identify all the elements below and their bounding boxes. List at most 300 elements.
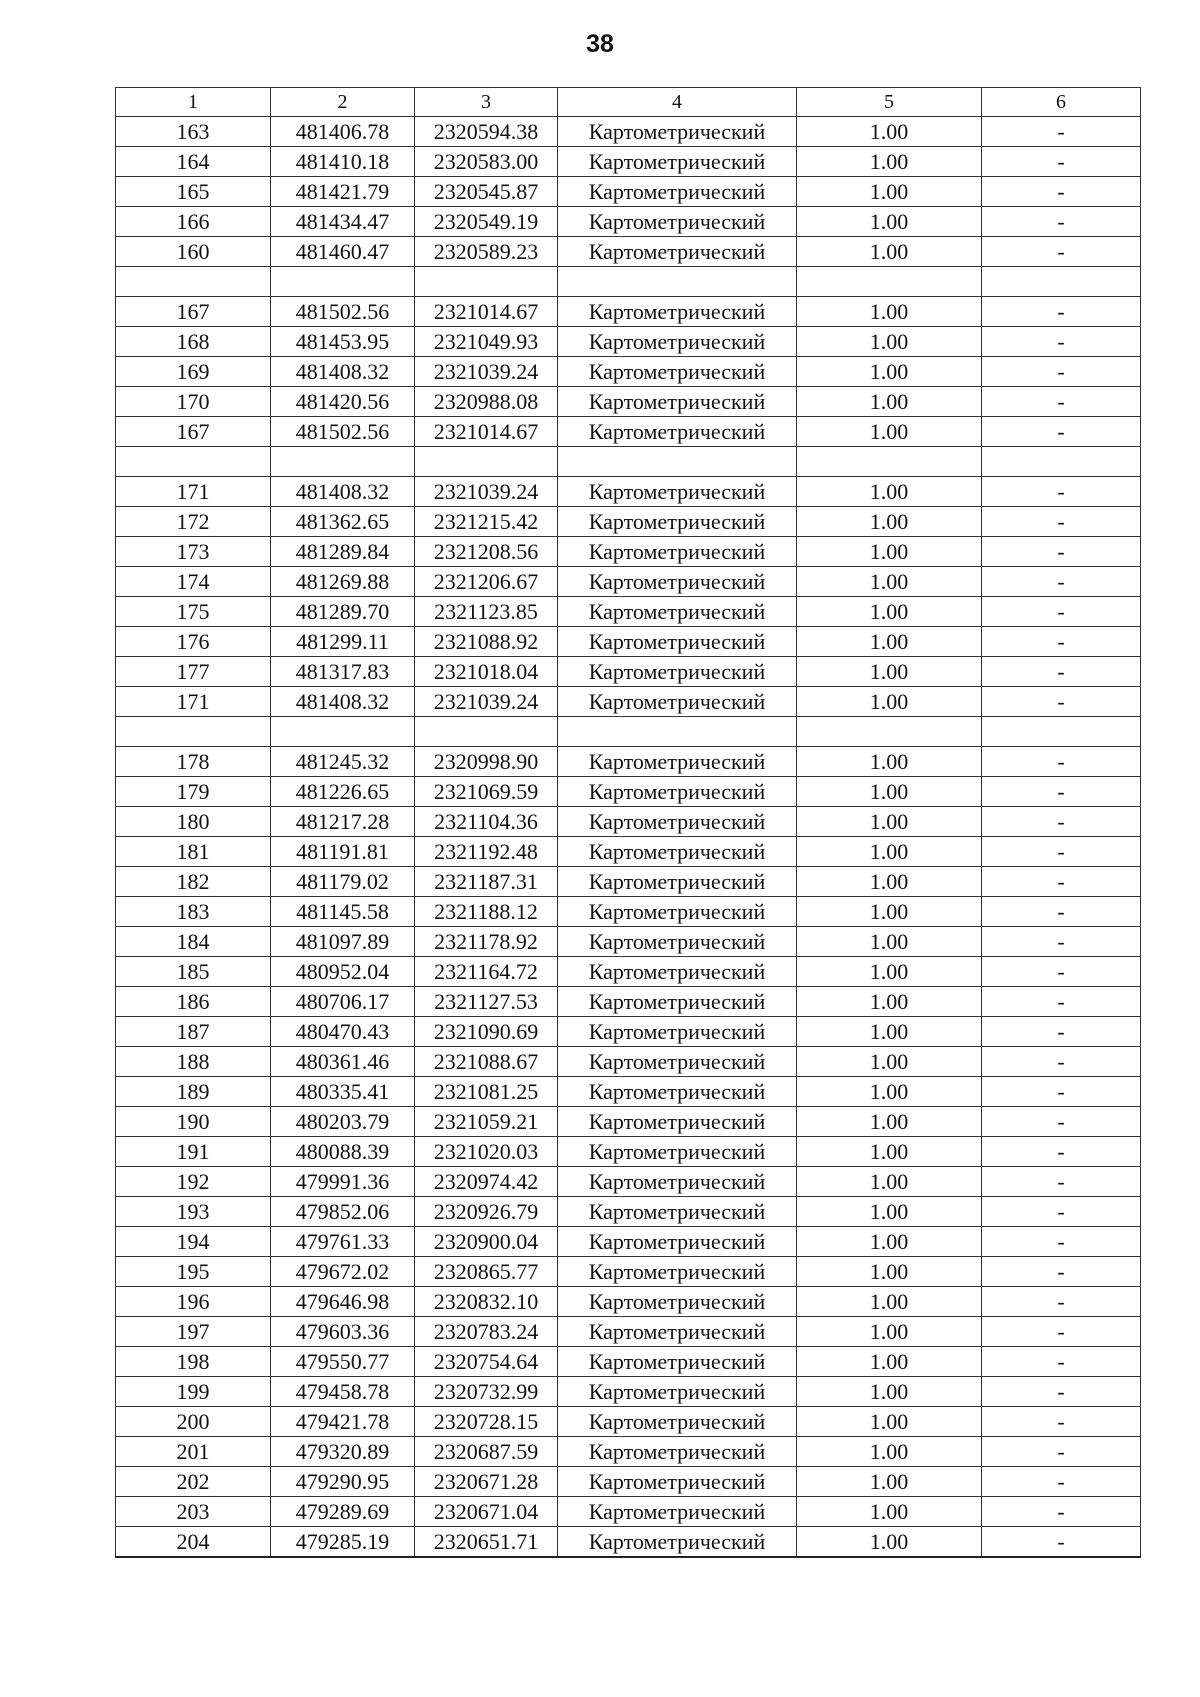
description-cell: - xyxy=(982,957,1141,987)
method-cell: Картометрический xyxy=(558,1017,797,1047)
accuracy-cell: 1.00 xyxy=(797,1047,982,1077)
table-row xyxy=(116,1257,1141,1287)
y-coordinate-cell: 2321039.24 xyxy=(415,477,558,507)
point-number-cell: 195 xyxy=(116,1257,271,1287)
point-number-cell: 173 xyxy=(116,537,271,567)
table-row xyxy=(116,777,1141,807)
method-cell: Картометрический xyxy=(558,207,797,237)
column-header-accuracy: 5 xyxy=(797,88,982,117)
method-cell: Картометрический xyxy=(558,1407,797,1437)
method-cell: Картометрический xyxy=(558,897,797,927)
point-number-cell: 198 xyxy=(116,1347,271,1377)
accuracy-cell: 1.00 xyxy=(797,1407,982,1437)
x-coordinate-cell: 481217.28 xyxy=(271,807,415,837)
method-cell: Картометрический xyxy=(558,627,797,657)
accuracy-cell: 1.00 xyxy=(797,867,982,897)
y-coordinate-cell: 2321088.67 xyxy=(415,1047,558,1077)
table-row xyxy=(116,447,1141,477)
table-row xyxy=(116,687,1141,717)
method-cell xyxy=(558,447,797,477)
x-coordinate-cell: 481460.47 xyxy=(271,237,415,267)
y-coordinate-cell xyxy=(415,447,558,477)
point-number-cell: 167 xyxy=(116,417,271,447)
table-row xyxy=(116,1137,1141,1167)
x-coordinate-cell: 481289.70 xyxy=(271,597,415,627)
x-coordinate-cell: 479672.02 xyxy=(271,1257,415,1287)
point-number-cell: 175 xyxy=(116,597,271,627)
point-number-cell: 178 xyxy=(116,747,271,777)
accuracy-cell: 1.00 xyxy=(797,537,982,567)
method-cell: Картометрический xyxy=(558,927,797,957)
accuracy-cell: 1.00 xyxy=(797,597,982,627)
y-coordinate-cell: 2320900.04 xyxy=(415,1227,558,1257)
accuracy-cell: 1.00 xyxy=(797,237,982,267)
x-coordinate-cell: 481191.81 xyxy=(271,837,415,867)
accuracy-cell: 1.00 xyxy=(797,1257,982,1287)
point-number-cell: 167 xyxy=(116,297,271,327)
point-number-cell: 192 xyxy=(116,1167,271,1197)
description-cell xyxy=(982,717,1141,747)
description-cell: - xyxy=(982,327,1141,357)
method-cell: Картометрический xyxy=(558,117,797,147)
y-coordinate-cell: 2321215.42 xyxy=(415,507,558,537)
table-row xyxy=(116,867,1141,897)
method-cell: Картометрический xyxy=(558,957,797,987)
method-cell: Картометрический xyxy=(558,687,797,717)
x-coordinate-cell: 479458.78 xyxy=(271,1377,415,1407)
description-cell: - xyxy=(982,567,1141,597)
y-coordinate-cell: 2321059.21 xyxy=(415,1107,558,1137)
y-coordinate-cell: 2321090.69 xyxy=(415,1017,558,1047)
accuracy-cell xyxy=(797,447,982,477)
description-cell: - xyxy=(982,1137,1141,1167)
y-coordinate-cell: 2320671.04 xyxy=(415,1497,558,1527)
accuracy-cell: 1.00 xyxy=(797,477,982,507)
point-number-cell: 164 xyxy=(116,147,271,177)
x-coordinate-cell: 481097.89 xyxy=(271,927,415,957)
y-coordinate-cell: 2321208.56 xyxy=(415,537,558,567)
y-coordinate-cell: 2321014.67 xyxy=(415,297,558,327)
description-cell: - xyxy=(982,1467,1141,1497)
method-cell: Картометрический xyxy=(558,807,797,837)
method-cell xyxy=(558,267,797,297)
method-cell: Картометрический xyxy=(558,597,797,627)
method-cell: Картометрический xyxy=(558,327,797,357)
method-cell: Картометрический xyxy=(558,477,797,507)
method-cell: Картометрический xyxy=(558,1317,797,1347)
x-coordinate-cell: 479289.69 xyxy=(271,1497,415,1527)
description-cell: - xyxy=(982,1407,1141,1437)
accuracy-cell: 1.00 xyxy=(797,1017,982,1047)
x-coordinate-cell: 480361.46 xyxy=(271,1047,415,1077)
method-cell: Картометрический xyxy=(558,837,797,867)
x-coordinate-cell: 479320.89 xyxy=(271,1437,415,1467)
point-number-cell: 172 xyxy=(116,507,271,537)
x-coordinate-cell xyxy=(271,717,415,747)
y-coordinate-cell: 2320589.23 xyxy=(415,237,558,267)
method-cell: Картометрический xyxy=(558,387,797,417)
method-cell: Картометрический xyxy=(558,1257,797,1287)
description-cell: - xyxy=(982,657,1141,687)
accuracy-cell: 1.00 xyxy=(797,807,982,837)
point-number-cell: 185 xyxy=(116,957,271,987)
table-row xyxy=(116,1437,1141,1467)
table-row xyxy=(116,207,1141,237)
description-cell: - xyxy=(982,1437,1141,1467)
y-coordinate-cell: 2321164.72 xyxy=(415,957,558,987)
accuracy-cell: 1.00 xyxy=(797,417,982,447)
x-coordinate-cell: 481453.95 xyxy=(271,327,415,357)
method-cell: Картометрический xyxy=(558,357,797,387)
x-coordinate-cell: 481420.56 xyxy=(271,387,415,417)
accuracy-cell: 1.00 xyxy=(797,897,982,927)
point-number-cell: 177 xyxy=(116,657,271,687)
x-coordinate-cell: 481408.32 xyxy=(271,477,415,507)
table-row xyxy=(116,1197,1141,1227)
x-coordinate-cell: 480335.41 xyxy=(271,1077,415,1107)
y-coordinate-cell: 2320651.71 xyxy=(415,1527,558,1558)
description-cell: - xyxy=(982,507,1141,537)
column-header-description: 6 xyxy=(982,88,1141,117)
point-number-cell: 189 xyxy=(116,1077,271,1107)
y-coordinate-cell: 2321069.59 xyxy=(415,777,558,807)
description-cell: - xyxy=(982,417,1141,447)
table-row xyxy=(116,387,1141,417)
y-coordinate-cell: 2321187.31 xyxy=(415,867,558,897)
x-coordinate-cell: 481317.83 xyxy=(271,657,415,687)
x-coordinate-cell: 479290.95 xyxy=(271,1467,415,1497)
point-number-cell: 171 xyxy=(116,687,271,717)
table-row xyxy=(116,177,1141,207)
y-coordinate-cell: 2321088.92 xyxy=(415,627,558,657)
accuracy-cell: 1.00 xyxy=(797,1467,982,1497)
x-coordinate-cell: 481226.65 xyxy=(271,777,415,807)
table-row xyxy=(116,417,1141,447)
table-body xyxy=(116,117,1141,1558)
y-coordinate-cell: 2321123.85 xyxy=(415,597,558,627)
method-cell: Картометрический xyxy=(558,1077,797,1107)
method-cell: Картометрический xyxy=(558,177,797,207)
y-coordinate-cell: 2320728.15 xyxy=(415,1407,558,1437)
description-cell: - xyxy=(982,357,1141,387)
y-coordinate-cell: 2320549.19 xyxy=(415,207,558,237)
description-cell: - xyxy=(982,867,1141,897)
table-row xyxy=(116,1077,1141,1107)
accuracy-cell: 1.00 xyxy=(797,987,982,1017)
y-coordinate-cell: 2320594.38 xyxy=(415,117,558,147)
point-number-cell: 180 xyxy=(116,807,271,837)
accuracy-cell: 1.00 xyxy=(797,657,982,687)
accuracy-cell: 1.00 xyxy=(797,1167,982,1197)
description-cell xyxy=(982,447,1141,477)
method-cell: Картометрический xyxy=(558,1167,797,1197)
accuracy-cell: 1.00 xyxy=(797,357,982,387)
x-coordinate-cell: 481408.32 xyxy=(271,687,415,717)
point-number-cell: 196 xyxy=(116,1287,271,1317)
table-row xyxy=(116,957,1141,987)
description-cell: - xyxy=(982,597,1141,627)
x-coordinate-cell: 480088.39 xyxy=(271,1137,415,1167)
y-coordinate-cell: 2320926.79 xyxy=(415,1197,558,1227)
y-coordinate-cell: 2321039.24 xyxy=(415,687,558,717)
y-coordinate-cell: 2320974.42 xyxy=(415,1167,558,1197)
method-cell: Картометрический xyxy=(558,297,797,327)
table-row xyxy=(116,1347,1141,1377)
method-cell: Картометрический xyxy=(558,987,797,1017)
y-coordinate-cell: 2320732.99 xyxy=(415,1377,558,1407)
description-cell: - xyxy=(982,117,1141,147)
description-cell: - xyxy=(982,1077,1141,1107)
accuracy-cell: 1.00 xyxy=(797,1077,982,1107)
x-coordinate-cell: 481245.32 xyxy=(271,747,415,777)
table-row xyxy=(116,987,1141,1017)
y-coordinate-cell: 2321178.92 xyxy=(415,927,558,957)
description-cell: - xyxy=(982,177,1141,207)
table-row xyxy=(116,297,1141,327)
accuracy-cell: 1.00 xyxy=(797,177,982,207)
table-row xyxy=(116,1227,1141,1257)
method-cell: Картометрический xyxy=(558,1377,797,1407)
point-number-cell: 204 xyxy=(116,1527,271,1558)
description-cell: - xyxy=(982,1527,1141,1558)
y-coordinate-cell: 2321081.25 xyxy=(415,1077,558,1107)
description-cell xyxy=(982,267,1141,297)
point-number-cell: 191 xyxy=(116,1137,271,1167)
point-number-cell: 160 xyxy=(116,237,271,267)
point-number-cell: 171 xyxy=(116,477,271,507)
accuracy-cell: 1.00 xyxy=(797,1527,982,1558)
description-cell: - xyxy=(982,627,1141,657)
x-coordinate-cell: 481269.88 xyxy=(271,567,415,597)
y-coordinate-cell: 2321020.03 xyxy=(415,1137,558,1167)
point-number-cell: 203 xyxy=(116,1497,271,1527)
table-row xyxy=(116,1167,1141,1197)
method-cell: Картометрический xyxy=(558,1197,797,1227)
method-cell: Картометрический xyxy=(558,657,797,687)
table-row xyxy=(116,927,1141,957)
x-coordinate-cell: 481145.58 xyxy=(271,897,415,927)
method-cell: Картометрический xyxy=(558,1497,797,1527)
column-header-point-number: 1 xyxy=(116,88,271,117)
accuracy-cell: 1.00 xyxy=(797,1227,982,1257)
point-number-cell: 182 xyxy=(116,867,271,897)
table-row xyxy=(116,147,1141,177)
method-cell: Картометрический xyxy=(558,1437,797,1467)
accuracy-cell: 1.00 xyxy=(797,387,982,417)
point-number-cell: 165 xyxy=(116,177,271,207)
point-number-cell xyxy=(116,267,271,297)
description-cell: - xyxy=(982,297,1141,327)
description-cell: - xyxy=(982,807,1141,837)
x-coordinate-cell: 480203.79 xyxy=(271,1107,415,1137)
column-header-method: 4 xyxy=(558,88,797,117)
y-coordinate-cell: 2320545.87 xyxy=(415,177,558,207)
description-cell: - xyxy=(982,1497,1141,1527)
accuracy-cell: 1.00 xyxy=(797,207,982,237)
table-row xyxy=(116,597,1141,627)
description-cell: - xyxy=(982,1347,1141,1377)
accuracy-cell: 1.00 xyxy=(797,927,982,957)
method-cell: Картометрический xyxy=(558,867,797,897)
y-coordinate-cell xyxy=(415,267,558,297)
method-cell: Картометрический xyxy=(558,1527,797,1558)
accuracy-cell: 1.00 xyxy=(797,1347,982,1377)
description-cell: - xyxy=(982,1197,1141,1227)
table-row xyxy=(116,837,1141,867)
column-header-y-coordinate: 3 xyxy=(415,88,558,117)
accuracy-cell: 1.00 xyxy=(797,567,982,597)
x-coordinate-cell: 480706.17 xyxy=(271,987,415,1017)
method-cell: Картометрический xyxy=(558,537,797,567)
description-cell: - xyxy=(982,1317,1141,1347)
x-coordinate-cell: 480952.04 xyxy=(271,957,415,987)
method-cell: Картометрический xyxy=(558,1047,797,1077)
x-coordinate-cell xyxy=(271,267,415,297)
x-coordinate-cell: 479991.36 xyxy=(271,1167,415,1197)
table-row xyxy=(116,327,1141,357)
method-cell: Картометрический xyxy=(558,1467,797,1497)
method-cell: Картометрический xyxy=(558,567,797,597)
description-cell: - xyxy=(982,927,1141,957)
accuracy-cell: 1.00 xyxy=(797,627,982,657)
method-cell: Картометрический xyxy=(558,1347,797,1377)
table-row xyxy=(116,807,1141,837)
y-coordinate-cell: 2321192.48 xyxy=(415,837,558,867)
x-coordinate-cell: 481362.65 xyxy=(271,507,415,537)
point-number-cell xyxy=(116,717,271,747)
table-row xyxy=(116,1317,1141,1347)
point-number-cell: 190 xyxy=(116,1107,271,1137)
method-cell: Картометрический xyxy=(558,507,797,537)
accuracy-cell: 1.00 xyxy=(797,1287,982,1317)
table-row xyxy=(116,627,1141,657)
y-coordinate-cell: 2320687.59 xyxy=(415,1437,558,1467)
table-row xyxy=(116,237,1141,267)
y-coordinate-cell: 2321127.53 xyxy=(415,987,558,1017)
accuracy-cell: 1.00 xyxy=(797,1497,982,1527)
table-row xyxy=(116,897,1141,927)
y-coordinate-cell: 2320832.10 xyxy=(415,1287,558,1317)
accuracy-cell: 1.00 xyxy=(797,117,982,147)
description-cell: - xyxy=(982,897,1141,927)
method-cell: Картометрический xyxy=(558,1287,797,1317)
point-number-cell: 163 xyxy=(116,117,271,147)
point-number-cell: 193 xyxy=(116,1197,271,1227)
description-cell: - xyxy=(982,687,1141,717)
method-cell: Картометрический xyxy=(558,237,797,267)
description-cell: - xyxy=(982,147,1141,177)
description-cell: - xyxy=(982,987,1141,1017)
point-number-cell: 186 xyxy=(116,987,271,1017)
table-row xyxy=(116,1047,1141,1077)
x-coordinate-cell: 481421.79 xyxy=(271,177,415,207)
accuracy-cell xyxy=(797,267,982,297)
point-number-cell: 202 xyxy=(116,1467,271,1497)
description-cell: - xyxy=(982,1227,1141,1257)
point-number-cell: 176 xyxy=(116,627,271,657)
point-number-cell: 194 xyxy=(116,1227,271,1257)
x-coordinate-cell: 479421.78 xyxy=(271,1407,415,1437)
x-coordinate-cell: 481406.78 xyxy=(271,117,415,147)
description-cell: - xyxy=(982,477,1141,507)
point-number-cell: 183 xyxy=(116,897,271,927)
point-number-cell: 168 xyxy=(116,327,271,357)
method-cell: Картометрический xyxy=(558,147,797,177)
x-coordinate-cell: 479646.98 xyxy=(271,1287,415,1317)
description-cell: - xyxy=(982,1257,1141,1287)
description-cell: - xyxy=(982,237,1141,267)
point-number-cell: 184 xyxy=(116,927,271,957)
method-cell xyxy=(558,717,797,747)
y-coordinate-cell: 2320671.28 xyxy=(415,1467,558,1497)
x-coordinate-cell: 481289.84 xyxy=(271,537,415,567)
accuracy-cell: 1.00 xyxy=(797,327,982,357)
description-cell: - xyxy=(982,387,1141,417)
accuracy-cell xyxy=(797,717,982,747)
y-coordinate-cell: 2321206.67 xyxy=(415,567,558,597)
y-coordinate-cell: 2320988.08 xyxy=(415,387,558,417)
accuracy-cell: 1.00 xyxy=(797,297,982,327)
point-number-cell: 170 xyxy=(116,387,271,417)
table-row xyxy=(116,117,1141,147)
point-number-cell: 166 xyxy=(116,207,271,237)
page-number: 38 xyxy=(586,30,614,58)
table-row xyxy=(116,567,1141,597)
accuracy-cell: 1.00 xyxy=(797,957,982,987)
description-cell: - xyxy=(982,777,1141,807)
table-row xyxy=(116,357,1141,387)
y-coordinate-cell: 2320865.77 xyxy=(415,1257,558,1287)
y-coordinate-cell: 2321049.93 xyxy=(415,327,558,357)
accuracy-cell: 1.00 xyxy=(797,1197,982,1227)
y-coordinate-cell: 2321039.24 xyxy=(415,357,558,387)
y-coordinate-cell: 2320998.90 xyxy=(415,747,558,777)
point-number-cell: 187 xyxy=(116,1017,271,1047)
description-cell: - xyxy=(982,1017,1141,1047)
table-header xyxy=(116,88,1141,117)
table-row xyxy=(116,1527,1141,1558)
coordinates-table xyxy=(115,87,1141,1558)
table-row xyxy=(116,1017,1141,1047)
x-coordinate-cell: 479603.36 xyxy=(271,1317,415,1347)
y-coordinate-cell: 2321014.67 xyxy=(415,417,558,447)
accuracy-cell: 1.00 xyxy=(797,1377,982,1407)
point-number-cell: 169 xyxy=(116,357,271,387)
x-coordinate-cell: 481179.02 xyxy=(271,867,415,897)
table-row xyxy=(116,657,1141,687)
accuracy-cell: 1.00 xyxy=(797,507,982,537)
point-number-cell: 199 xyxy=(116,1377,271,1407)
x-coordinate-cell: 479550.77 xyxy=(271,1347,415,1377)
table-row xyxy=(116,1287,1141,1317)
method-cell: Картометрический xyxy=(558,777,797,807)
table-row xyxy=(116,1407,1141,1437)
x-coordinate-cell: 479285.19 xyxy=(271,1527,415,1558)
description-cell: - xyxy=(982,1287,1141,1317)
accuracy-cell: 1.00 xyxy=(797,1437,982,1467)
y-coordinate-cell: 2321188.12 xyxy=(415,897,558,927)
x-coordinate-cell xyxy=(271,447,415,477)
point-number-cell: 174 xyxy=(116,567,271,597)
method-cell: Картометрический xyxy=(558,417,797,447)
method-cell: Картометрический xyxy=(558,747,797,777)
y-coordinate-cell: 2320583.00 xyxy=(415,147,558,177)
point-number-cell: 181 xyxy=(116,837,271,867)
method-cell: Картометрический xyxy=(558,1107,797,1137)
table-row xyxy=(116,747,1141,777)
table-row xyxy=(116,477,1141,507)
description-cell: - xyxy=(982,207,1141,237)
